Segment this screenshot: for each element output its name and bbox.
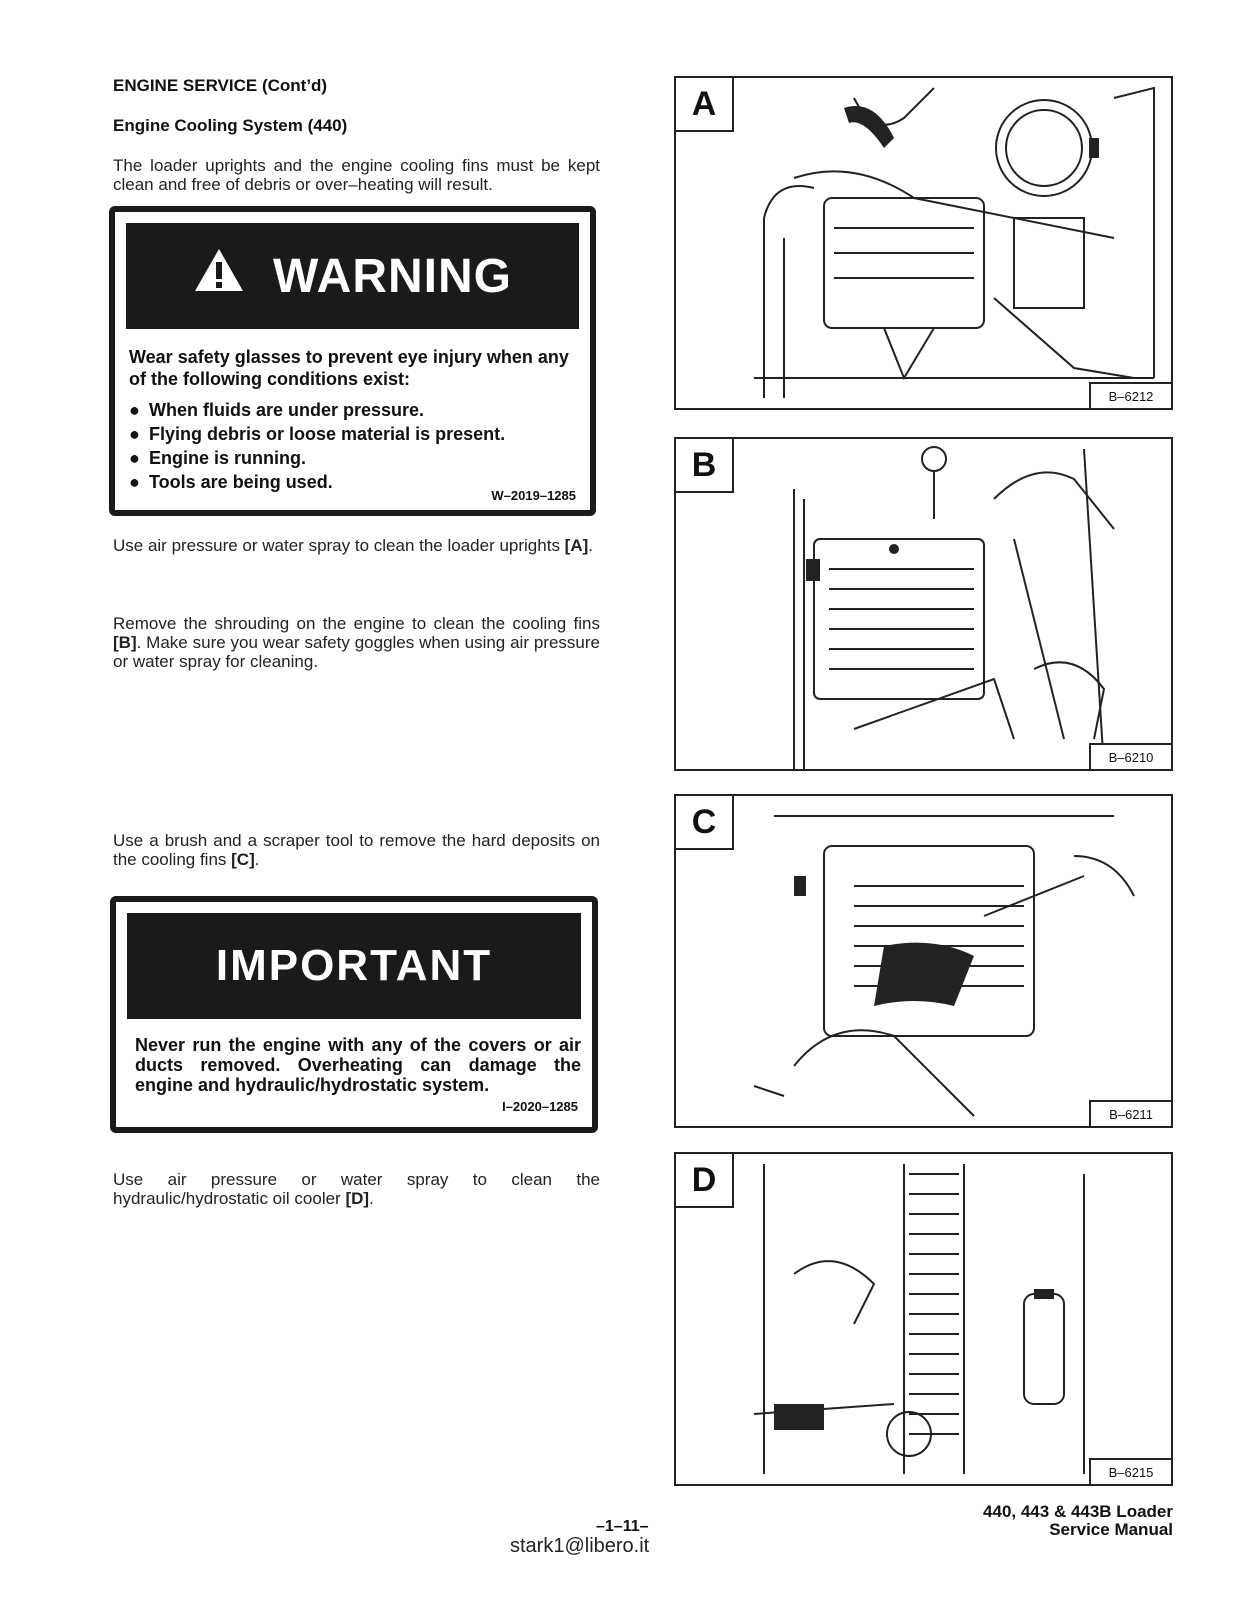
warning-notice (109, 206, 596, 516)
important-title: IMPORTANT (215, 941, 493, 990)
figure-c-code: B–6211 (1089, 1100, 1171, 1126)
section-title: ENGINE SERVICE (Cont’d) (113, 76, 328, 95)
warning-header (126, 223, 579, 329)
intro-paragraph: The loader uprights and the engine cooling fins must be kept clean and free of debris or over–heating will result. (113, 156, 600, 194)
figure-c-illustration (734, 796, 1173, 1128)
figure-b-letter: B (676, 439, 734, 493)
figure-ref-d: [D] (345, 1189, 370, 1208)
figure-c-letter: C (676, 796, 734, 850)
figure-b-illustration (734, 439, 1173, 771)
warning-code: W–2019–1285 (491, 488, 576, 503)
warning-triangle-icon (193, 247, 245, 305)
uprights-paragraph: Use air pressure or water spray to clean the loader uprights [A]. (113, 536, 594, 555)
warning-bullet: ● Flying debris or loose material is present. (129, 424, 506, 444)
figure-d-letter: D (676, 1154, 734, 1208)
shroud-paragraph: Remove the shrouding on the engine to clean the cooling fins [B]. Make sure you wear safety goggles when using air pressure or water spray for cleaning. (113, 614, 600, 671)
manual-title-line2: Service Manual (1049, 1520, 1173, 1539)
important-text: Never run the engine with any of the covers or air ducts removed. Overheating can damage the engine and hydraulic/hydrostatic system. (135, 1035, 581, 1095)
cooler-paragraph: Use air pressure or water spray to clean the hydraulic/hydrostatic oil cooler [D]. (113, 1170, 600, 1208)
warning-bullet-list (127, 398, 582, 494)
figure-ref-b: [B] (113, 633, 137, 652)
page-number: –1–11– (596, 1518, 649, 1535)
subsection-title: Engine Cooling System (440) (113, 116, 348, 135)
email-watermark: stark1@libero.it (510, 1535, 650, 1557)
figure-a-letter: A (676, 78, 734, 132)
important-header (127, 913, 581, 1019)
figure-d-code: B–6215 (1089, 1458, 1171, 1484)
brush-paragraph: Use a brush and a scraper tool to remove the hard deposits on the cooling fins [C]. (113, 831, 600, 869)
manual-title (983, 1503, 1173, 1539)
figure-a-code: B–6212 (1089, 382, 1171, 408)
manual-title-line1: 440, 443 & 443B Loader (983, 1502, 1173, 1521)
warning-lead: Wear safety glasses to prevent eye injury when any of the following conditions exist: (129, 347, 569, 389)
figure-ref-a: [A] (564, 536, 589, 555)
important-notice (110, 896, 598, 1133)
figure-ref-c: [C] (231, 850, 255, 869)
figure-b-code: B–6210 (1089, 743, 1171, 769)
figure-c (674, 794, 1173, 1128)
figure-a (674, 76, 1173, 410)
important-code: I–2020–1285 (502, 1099, 578, 1114)
figure-b (674, 437, 1173, 771)
figure-a-illustration (734, 78, 1173, 410)
warning-title: WARNING (273, 249, 512, 303)
figure-d (674, 1152, 1173, 1486)
warning-bullet: ● Tools are being used. (129, 472, 333, 492)
warning-bullet: ● When fluids are under pressure. (129, 400, 425, 420)
figure-d-illustration (734, 1154, 1173, 1486)
warning-bullet: ● Engine is running. (129, 448, 306, 468)
